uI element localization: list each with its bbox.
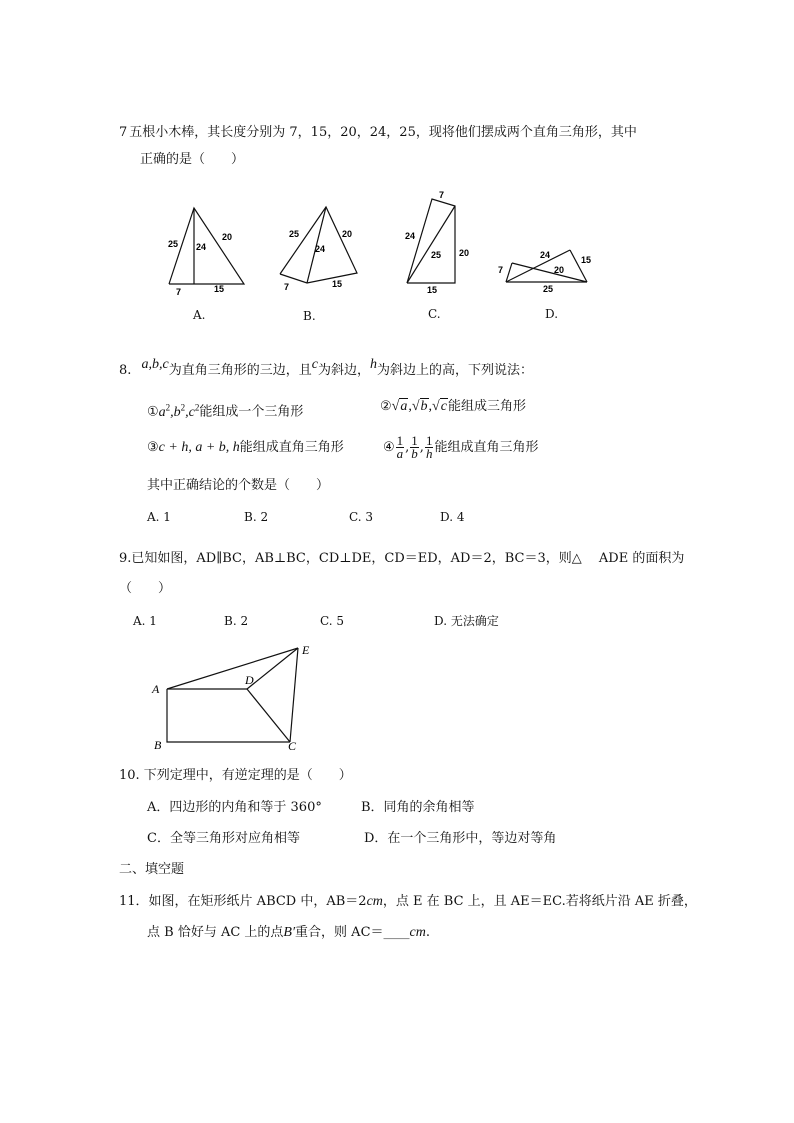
fig-c-label-24: 24 (405, 231, 416, 241)
q8-option-b[interactable]: B. 2 (244, 510, 269, 524)
q8-stem-a: 为直角三角形的三边，且 (168, 363, 312, 378)
fig-d-label-25: 25 (543, 284, 554, 294)
q7-figure-d (490, 238, 600, 298)
fig-b-label-24: 24 (315, 244, 326, 254)
q7-figure-b (270, 200, 370, 300)
q7-number: 7 (119, 125, 128, 140)
q9-point-a: A (152, 682, 160, 696)
q7-option-c[interactable]: C. (428, 307, 441, 321)
q9-point-e: E (302, 643, 310, 657)
fig-b-label-20: 20 (342, 229, 353, 239)
q11-text-b: ，点 E 在 BC 上，且 AE＝EC.若将纸片沿 AE 折叠， (382, 894, 697, 909)
q9-figure (145, 638, 325, 756)
fig-c-label-25: 25 (431, 250, 442, 260)
q8-item3-text: 能组成直角三角形 (239, 440, 344, 455)
q7-stem: 五根小木棒，其长度分别为 7，15，20，24，25，现将他们摆成两个直角三角形，其中 (129, 125, 637, 140)
q9-point-b: B (154, 738, 162, 752)
q7-line2: 正确的是（ ） (140, 152, 245, 167)
q8-option-d[interactable]: D. 4 (440, 510, 465, 524)
q8-item4: ④ $\frac{1}{a}$ , $\frac{1}{b}$ , $\frac{1}{h}$ 能组成直角三角形 (383, 433, 539, 461)
q11-line1 (119, 894, 697, 910)
section-title: 二、填空题 (119, 862, 185, 877)
q8-stem-c: 为斜边上的高，下列说法： (377, 363, 534, 378)
q7-line1 (119, 125, 637, 141)
q8-item1 (147, 399, 303, 421)
q8-var-h: h (370, 357, 378, 372)
q11-line2 (147, 925, 430, 941)
q8-stem (119, 357, 534, 379)
q8-item3-mark: ③ (147, 440, 159, 455)
fig-a-label-25: 25 (168, 239, 179, 249)
q10-option-a[interactable]: A．四边形的内角和等于 360° (147, 800, 322, 815)
q8-item2-mark: ② (380, 399, 392, 414)
q11-text-e: . (425, 925, 430, 940)
q8-frac-h: $\frac{1}{h}$ (425, 433, 433, 461)
q9-stem: 9.已知如图，AD∥BC，AB⊥BC，CD⊥DE，CD＝ED，AD＝2，BC＝3，则△ ADE 的面积为 (119, 551, 685, 566)
q7-option-b[interactable]: B. (303, 309, 316, 323)
q8-option-a[interactable]: A. 1 (147, 510, 171, 524)
q8-conclusion: 其中正确结论的个数是（ ） (147, 478, 330, 493)
q11-text-a: 11．如图，在矩形纸片 ABCD 中，AB＝2 (119, 894, 367, 909)
fig-c-label-7: 7 (439, 190, 445, 200)
fig-b-label-25: 25 (289, 229, 300, 239)
q9-option-c[interactable]: C. 5 (320, 614, 345, 628)
q11-text-c: 点 B 恰好与 AC 上的点 (147, 925, 284, 940)
q10-option-c[interactable]: C．全等三角形对应角相等 (147, 831, 300, 846)
q8-item4-text: 能组成直角三角形 (434, 440, 539, 455)
q11-text-d: 重合，则 AC＝____ (295, 925, 410, 940)
q11-unit: cm (366, 894, 383, 909)
fig-d-label-7: 7 (498, 265, 504, 275)
q8-stem-b: 为斜边， (318, 363, 371, 378)
q8-option-c[interactable]: C. 3 (349, 510, 374, 524)
q8-item3 (147, 440, 344, 456)
q8-item1-mark: ① (147, 404, 159, 420)
q9-option-d[interactable]: D. 无法确定 (434, 614, 499, 628)
fig-b-label-7: 7 (284, 282, 290, 292)
q8-item1-expr: $a^2,b^2,c^2$ (158, 402, 200, 420)
q7-figure-a (160, 200, 260, 300)
q8-vars: a,b,c (141, 357, 169, 372)
q8-number: 8. (119, 363, 132, 378)
fig-d-label-24: 24 (540, 250, 551, 260)
q9-option-a[interactable]: A. 1 (133, 614, 157, 628)
q7-option-d[interactable]: D. (545, 307, 559, 321)
q9-option-b[interactable]: B. 2 (224, 614, 249, 628)
q11-point: B′ (283, 925, 296, 940)
q10-stem: 10. 下列定理中，有逆定理的是（ ） (119, 768, 352, 783)
q10-option-b[interactable]: B．同角的余角相等 (361, 800, 475, 815)
q8-item3-expr: c + h, a + b, h (158, 440, 240, 455)
fig-c-label-20: 20 (459, 248, 470, 258)
q8-var-c: c (311, 357, 318, 372)
q7-option-a[interactable]: A. (193, 308, 206, 322)
q8-frac-a: $\frac{1}{a}$ (396, 433, 404, 461)
fig-a-label-15: 15 (214, 284, 225, 294)
q8-item2-expr: √a,√b,√c (391, 399, 447, 414)
q8-item2-text: 能组成三角形 (447, 399, 526, 414)
q8-item1-text: 能组成一个三角形 (199, 404, 304, 420)
q8-item4-mark: ④ (383, 440, 395, 455)
fig-c-label-15: 15 (427, 285, 438, 295)
fig-a-label-20: 20 (222, 232, 233, 242)
q11-unit-2: cm (409, 925, 426, 940)
fig-d-label-20: 20 (554, 265, 565, 275)
q7-figure-c (395, 186, 480, 298)
q9-paren: （ ） (119, 581, 172, 596)
q8-item2 (380, 399, 526, 415)
q9-point-c: C (288, 739, 297, 753)
q10-option-d[interactable]: D．在一个三角形中，等边对等角 (364, 831, 557, 846)
q8-frac-b: $\frac{1}{b}$ (411, 433, 418, 461)
fig-b-label-15: 15 (332, 279, 343, 289)
fig-a-label-7: 7 (176, 287, 182, 297)
q9-point-d: D (245, 673, 254, 687)
fig-d-label-15: 15 (581, 255, 592, 265)
fig-a-label-24: 24 (196, 242, 207, 252)
